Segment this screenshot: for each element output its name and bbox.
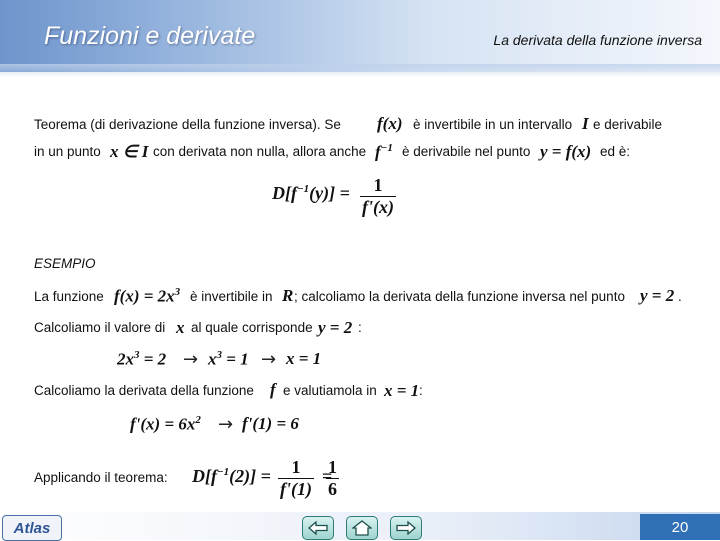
example-text-6: Calcoliamo la derivata della funzione [34,383,254,398]
theorem-text-1: Teorema (di derivazione della funzione inversa). Se [34,117,341,132]
example-text-3: ; calcoliamo la derivata della funzione inversa nel punto [294,289,625,304]
arrow-right-icon [396,521,416,535]
math-R: R [282,286,294,305]
theorem-text-3: e derivabile [593,117,663,132]
final-fraction-1: $\frac{1}{f'(1)}$ [280,457,312,499]
final-lhs: $D[f^{-1}(2)]$ = [192,466,271,486]
math-x-in-I: x ∈ I [110,142,149,161]
theorem-text-6: è derivabile nel punto [402,144,531,159]
atlas-logo: Atlas [2,515,62,541]
slide-title: Funzioni e derivate [44,22,256,50]
nav-back-button[interactable] [302,516,334,540]
formula-fraction: $\frac{1}{f'(x)}$ [362,175,394,217]
example-heading: ESEMPIO [34,256,96,271]
eq-x-eq-1: x = 1 [286,349,322,368]
example-text-5-end: : [358,320,362,335]
header-fade [0,64,720,78]
eq-derivative-at-1: f'(1) = 6 [242,414,299,433]
math-y-eq-2b: y = 2 [318,318,353,337]
math-y-eq-2: y = 2 [640,286,675,305]
example-text-1: La funzione [34,289,104,304]
eq-2x3-eq-2: $2x^3 = 2$ [117,349,167,369]
eq-x3-eq-1: $x^3 = 1$ [208,349,249,369]
home-icon [352,520,372,536]
formula-lhs: $D[f^{-1}(y)]$ = [272,183,350,203]
example-text-5: al quale corrisponde [191,320,313,335]
theorem-text-5: con derivata non nulla, allora anche [153,144,367,159]
theorem-text-2: è invertibile in un intervallo [413,117,573,132]
nav-home-button[interactable] [346,516,378,540]
right-arrow-icon: → [183,349,199,370]
page-number: 20 [640,514,720,540]
math-x-eq-1: x = 1 [384,381,420,400]
right-arrow-icon: → [261,349,277,370]
theorem-text-4: in un punto [34,144,101,159]
math-fx-2x3: $f(x) = 2x^3$ [114,286,181,306]
math-y-eq-fx: y = f(x) [540,142,592,161]
theorem-text-7: ed è: [600,144,631,159]
example-text-3-end: . [678,289,682,304]
arrow-left-icon [308,521,328,535]
math-interval-I: I [582,114,589,133]
example-text-4: Calcoliamo il valore di [34,320,166,335]
example-text-7-end: : [419,383,423,398]
nav-forward-button[interactable] [390,516,422,540]
right-arrow-icon: → [218,414,234,435]
math-f-inverse: $f^{-1}$ [375,142,393,162]
example-text-7: e valutiamola in [283,383,377,398]
math-f-of-x: f(x) [377,114,403,133]
slide-subtitle: La derivata della funzione inversa [493,32,702,48]
final-fraction-2: $\frac{1}{6}$ [328,457,337,499]
example-text-8: Applicando il teorema: [34,470,168,485]
final-equals: = [322,466,333,486]
example-text-2: è invertibile in [190,289,273,304]
eq-derivative: $f'(x) = 6x^2$ [130,414,201,434]
math-f: f [270,380,276,399]
math-x: x [176,318,185,337]
